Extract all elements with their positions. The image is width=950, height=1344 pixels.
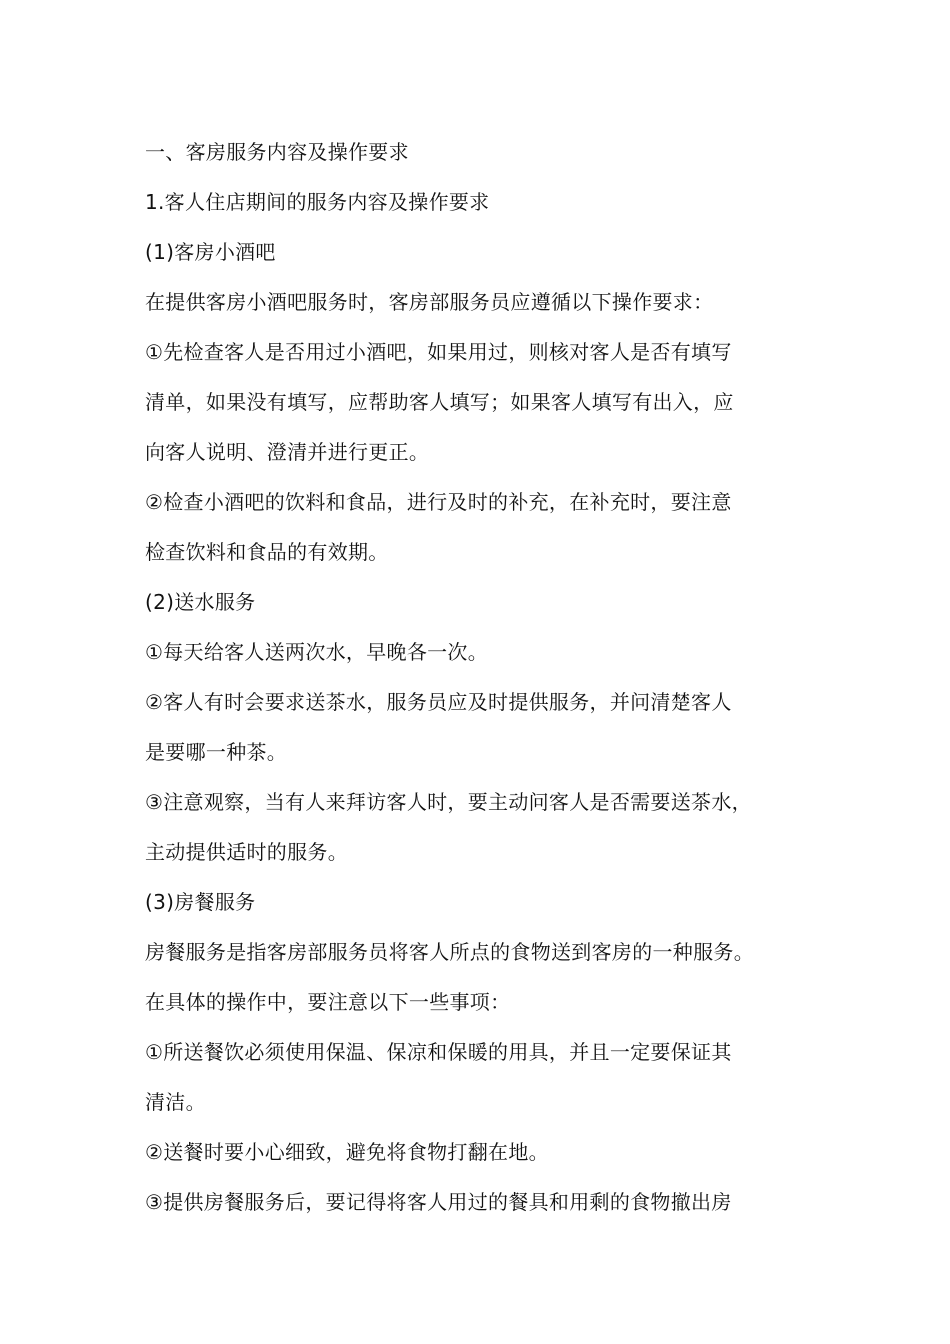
paragraph-line: 向客人说明、澄清并进行更正。 [145, 440, 430, 464]
paragraph-line: 在具体的操作中，要注意以下一些事项： [145, 990, 511, 1014]
section-heading: 一、客房服务内容及操作要求 [145, 140, 409, 164]
paragraph-line: 房餐服务是指客房部服务员将客人所点的食物送到客房的一种服务。 [145, 940, 754, 964]
paragraph-line: 是要哪一种茶。 [145, 740, 288, 764]
paragraph-line: ③注意观察，当有人来拜访客人时，要主动问客人是否需要送茶水， [145, 790, 752, 814]
paragraph-line: ①每天给客人送两次水，早晚各一次。 [145, 640, 489, 664]
paragraph-line: ①所送餐饮必须使用保温、保凉和保暖的用具，并且一定要保证其 [145, 1040, 732, 1064]
paragraph-line: ①先检查客人是否用过小酒吧，如果用过，则核对客人是否有填写 [145, 340, 732, 364]
item-heading-water-service: (2)送水服务 [145, 590, 256, 614]
paragraph-line: 主动提供适时的服务。 [145, 840, 348, 864]
item-heading-room-service: (3)房餐服务 [145, 890, 256, 914]
paragraph-line: 在提供客房小酒吧服务时，客房部服务员应遵循以下操作要求： [145, 290, 714, 314]
paragraph-line: ③提供房餐服务后，要记得将客人用过的餐具和用剩的食物撤出房 [145, 1190, 732, 1214]
subsection-heading: 1.客人住店期间的服务内容及操作要求 [145, 190, 490, 214]
paragraph-line: 检查饮料和食品的有效期。 [145, 540, 389, 564]
paragraph-line: ②检查小酒吧的饮料和食品，进行及时的补充，在补充时，要注意 [145, 490, 732, 514]
document-page [145, 127, 825, 1227]
paragraph-line: ②客人有时会要求送茶水，服务员应及时提供服务，并问清楚客人 [145, 690, 732, 714]
paragraph-line: ②送餐时要小心细致，避免将食物打翻在地。 [145, 1140, 549, 1164]
item-heading-minibar: (1)客房小酒吧 [145, 240, 276, 264]
paragraph-line: 清单，如果没有填写，应帮助客人填写；如果客人填写有出入，应 [145, 390, 734, 414]
paragraph-line: 清洁。 [145, 1090, 206, 1114]
